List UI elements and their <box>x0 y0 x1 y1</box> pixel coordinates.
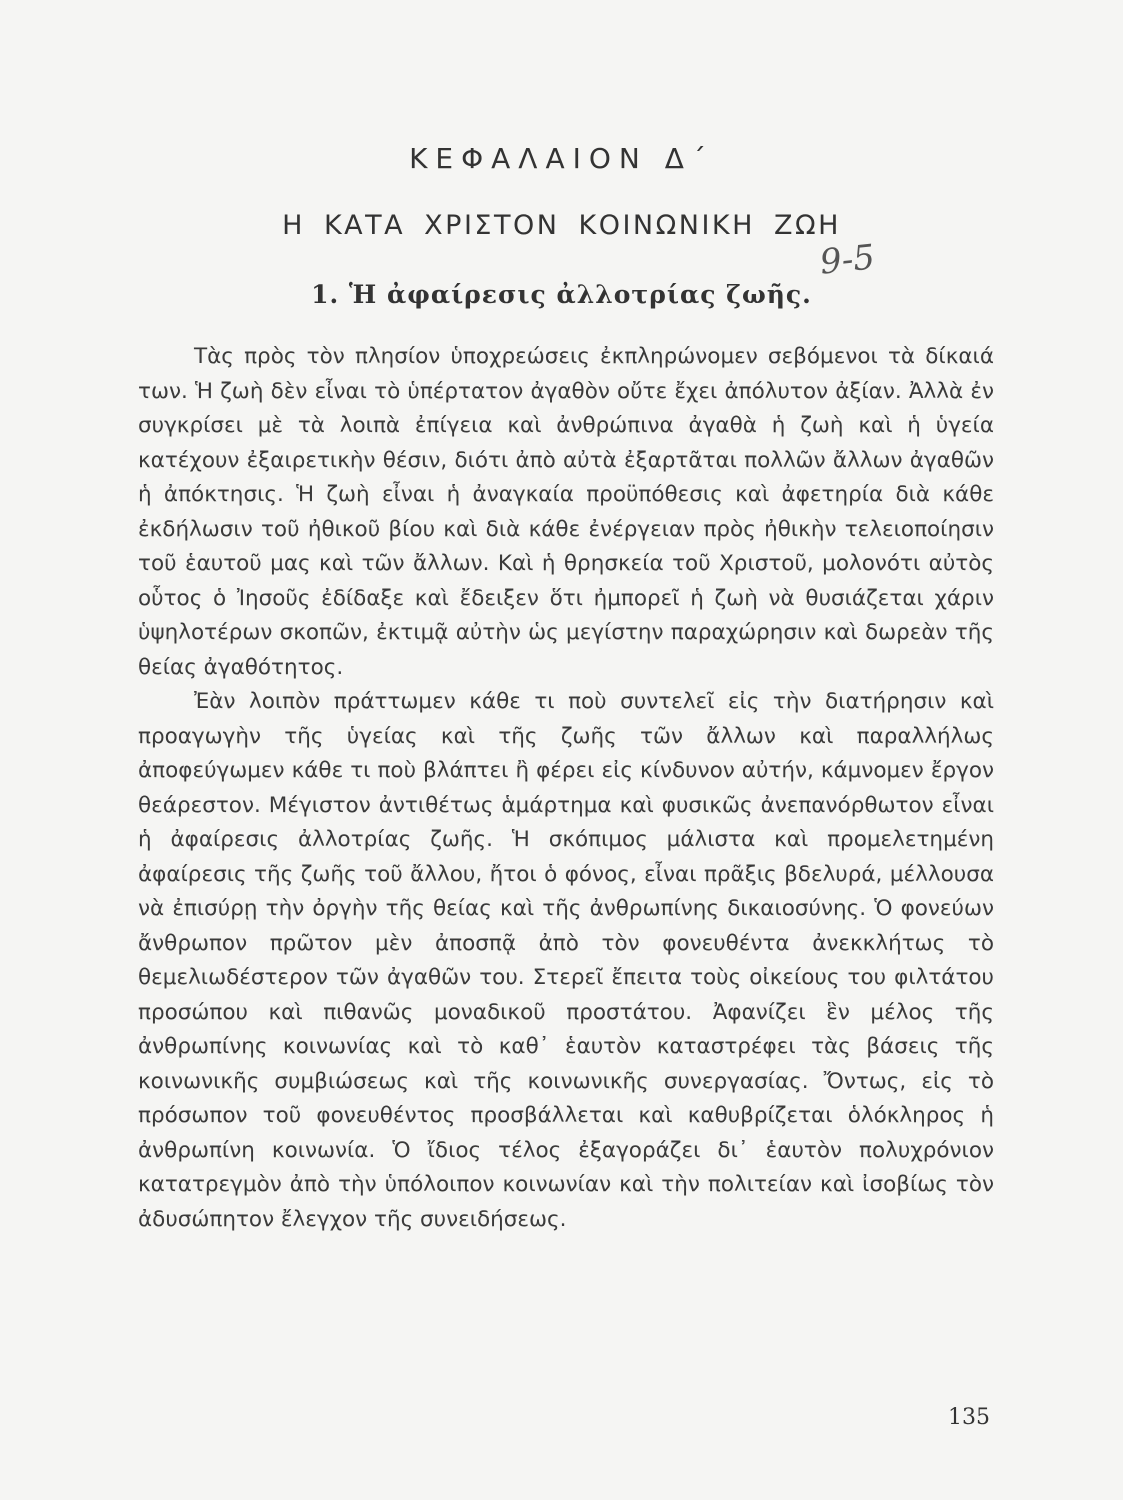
chapter-label: ΚΕΦΑΛΑΙΟΝ Δ΄ <box>409 142 714 175</box>
section-heading: 1. Ἡ ἀφαίρεσις ἀλλοτρίας ζωῆς. <box>311 280 812 309</box>
paragraph-2: Ἐὰν λοιπὸν πράττωμεν κάθε τι ποὺ συντελεῖ εἰς τὴν διατήρησιν καὶ προαγωγὴν τῆς ὑγείας καὶ τῆς ζωῆς τῶν ἄλλων καὶ παραλλήλως ἀποφεύγωμεν κάθε τι ποὺ βλάπτει ἢ φέρει εἰς κίνδυνον αὐτήν, κάμνομεν ἔργον θεάρεστον. Μέγιστον ἀντιθέτως ἁμάρτημα καὶ φυσικῶς ἀνεπανόρθωτον εἶναι ἡ ἀφαίρεσις ἀλλοτρίας ζωῆς. Ἡ σκόπιμος μάλιστα καὶ προμελετημένη ἀφαίρεσις τῆς ζωῆς τοῦ ἄλλου, ἤτοι ὁ φόνος, εἶναι πρᾶξις βδελυρά, μέλλουσα νὰ ἐπισύρῃ τὴν ὀργὴν τῆς θείας καὶ τῆς ἀνθρωπίνης δικαιοσύνης. Ὁ φονεύων ἄνθρωπον πρῶτον μὲν ἀποσπᾷ ἀπὸ τὸν φονευθέντα ἀνεκκλήτως τὸ θεμελιωδέστερον τῶν ἀγαθῶν του. Στερεῖ ἔπειτα τοὺς οἰκείους του φιλτάτου προσώπου καὶ πιθανῶς μοναδικοῦ προστάτου. Ἀφανίζει ἓν μέλος τῆς ἀνθρωπίνης κοινωνίας καὶ τὸ καθ᾽ ἑαυτὸν καταστρέφει τὰς βάσεις τῆς κοινωνικῆς συμβιώσεως καὶ τῆς κοινωνικῆς συνεργασίας. Ὄντως, εἰς τὸ πρόσωπον τοῦ φονευθέντος προσβάλλεται καὶ καθυβρίζεται ὁλόκληρος ἡ ἀνθρωπίνη κοινωνία. Ὁ ἴδιος τέλος ἐξαγοράζει δι᾽ ἑαυτὸν πολυχρόνιον κατατρεγμὸν ἀπὸ τὴν ὑπόλοιπον κοινωνίαν καὶ τὴν πολιτείαν καὶ ἰσοβίως τὸν ἀδυσώπητον ἔλεγχον τῆς συνειδήσεως. <box>138 689 994 1232</box>
page-number: 135 <box>948 1405 990 1430</box>
body-text <box>138 340 994 1237</box>
handwritten-annotation: 9-5 <box>818 237 877 283</box>
chapter-title: Η ΚΑΤΑ ΧΡΙΣΤΟΝ ΚΟΙΝΩΝΙΚΗ ΖΩΗ <box>282 210 841 241</box>
paragraph-1: Τὰς πρὸς τὸν πλησίον ὑποχρεώσεις ἐκπληρώνομεν σεβόμενοι τὰ δίκαιά των. Ἡ ζωὴ δὲν εἶναι τὸ ὑπέρτατον ἀγαθὸν οὔτε ἔχει ἀπόλυτον ἀξίαν. Ἀλλὰ ἐν συγκρίσει μὲ τὰ λοιπὰ ἐπίγεια καὶ ἀνθρώπινα ἀγαθὰ ἡ ζωὴ καὶ ἡ ὑγεία κατέχουν ἐξαιρετικὴν θέσιν, διότι ἀπὸ αὐτὰ ἐξαρτᾶται πολλῶν ἄλλων ἀγαθῶν ἡ ἀπόκτησις. Ἡ ζωὴ εἶναι ἡ ἀναγκαία προϋπόθεσις καὶ ἀφετηρία διὰ κάθε ἐκδήλωσιν τοῦ ἠθικοῦ βίου καὶ διὰ κάθε ἐνέργειαν πρὸς ἠθικὴν τελειοποίησιν τοῦ ἑαυτοῦ μας καὶ τῶν ἄλλων. Καὶ ἡ θρησκεία τοῦ Χριστοῦ, μολονότι αὐτὸς οὗτος ὁ Ἰησοῦς ἐδίδαξε καὶ ἔδειξεν ὅτι ἠμπορεῖ ἡ ζωὴ νὰ θυσιάζεται χάριν ὑψηλοτέρων σκοπῶν, ἐκτιμᾷ αὐτὴν ὡς μεγίστην παραχώρησιν καὶ δωρεὰν τῆς θείας ἀγαθότητος. <box>138 344 994 680</box>
